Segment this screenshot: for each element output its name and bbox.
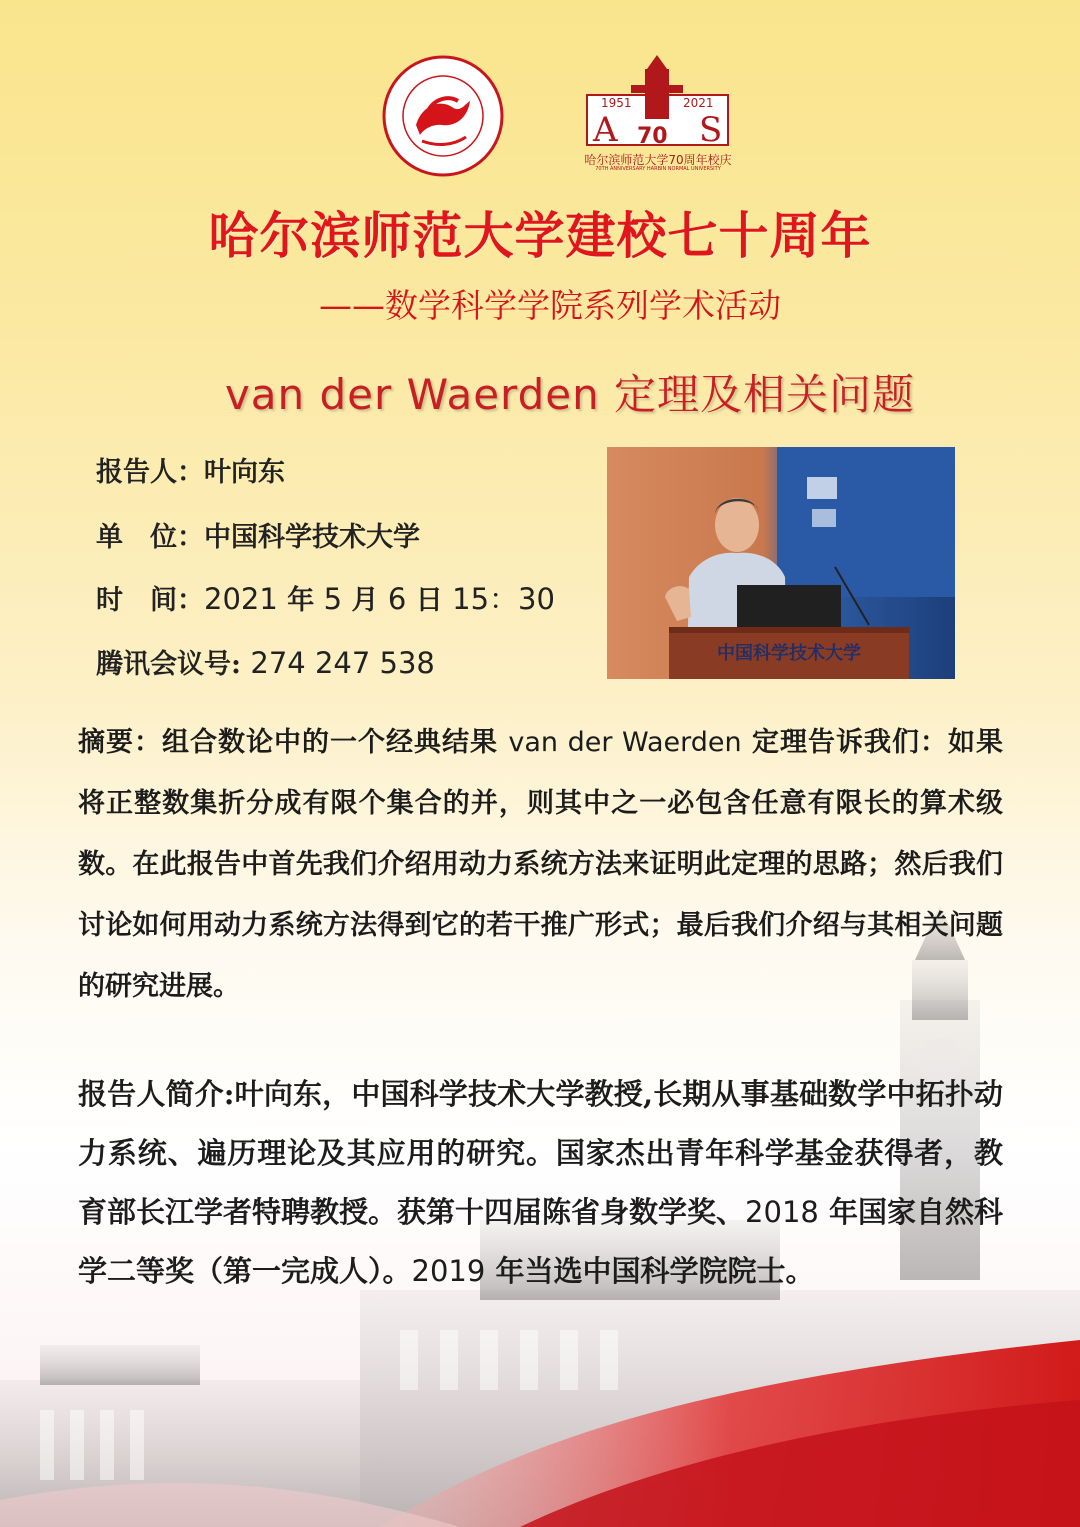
speaker-photo: [607, 447, 955, 679]
anniversary-caption: 哈尔滨师范大学70周年校庆: [584, 153, 732, 167]
logo-bar: [0, 55, 1080, 195]
main-title: 哈尔滨师范大学建校七十周年: [208, 207, 872, 265]
subtitle: ——数学科学学院系列学术活动: [319, 286, 781, 325]
talk-title-cn: 定理及相关问题: [614, 370, 916, 419]
bio-text-1: 叶向东，中国科学技术大学教授,长期从事基础数学中拓扑动力系统、遍历理论及其应用的研究。国家杰出青年科学基金获得者，教育部长江学者特聘教授。获第十四届陈省身数学奖、: [78, 1077, 1003, 1229]
bio-label: 报告人简介:: [78, 1077, 235, 1111]
time-row: [96, 577, 555, 618]
svg-text:中国科学技术大学: 中国科学技术大学: [717, 643, 861, 664]
svg-text:70: 70: [637, 124, 668, 149]
time-month-unit: 月: [351, 585, 379, 616]
time-clock: 15：30: [452, 582, 555, 616]
svg-text:S: S: [699, 110, 723, 150]
time-day-unit: 日: [415, 585, 443, 616]
bio-text-3: 年当选中国科学院院士。: [495, 1254, 815, 1288]
unit-row: [96, 515, 420, 554]
time-label: 时 间：: [96, 585, 204, 616]
unit-value: 中国科学技术大学: [204, 522, 420, 553]
abstract-text-2: 定理告诉我们：如果将正整数集折分成有限个集合的并，则其中之一必包含任意有限长的算术级数。在此报告中首先我们介绍用动力系统方法来证明此定理的思路；然后我们讨论如何用动力系统方法得到它的若干推广形式；最后我们介绍与其相关问题的研究进展。: [78, 727, 1004, 1002]
speaker-row: [96, 450, 285, 489]
meeting-id: 274 247 538: [250, 646, 435, 680]
bio-text-2: 年国家自然科学二等奖（第一完成人）。: [78, 1195, 1003, 1288]
bio-year-2: 2019: [411, 1254, 486, 1288]
talk-title-latin: van der Waerden: [224, 370, 600, 419]
unit-label: 单 位：: [96, 522, 204, 553]
abstract-latin: van der Waerden: [508, 727, 742, 758]
speaker-bio-paragraph: [78, 1065, 1003, 1301]
speaker-name: 叶向东: [204, 457, 285, 488]
time-month: 5: [323, 582, 343, 616]
svg-text:2021: 2021: [683, 96, 714, 110]
meeting-label: 腾讯会议号:: [96, 649, 241, 680]
abstract-label: 摘要：: [78, 727, 162, 758]
talk-title: [0, 362, 1080, 422]
bio-year-1: 2018: [745, 1195, 819, 1229]
meeting-row: [96, 642, 435, 681]
time-year-unit: 年: [287, 585, 315, 616]
university-seal-logo: [382, 55, 504, 177]
speaker-label: 报告人：: [96, 457, 204, 488]
time-day: 6: [387, 582, 407, 616]
abstract-paragraph: [78, 712, 1003, 1017]
svg-text:1951: 1951: [601, 96, 632, 110]
svg-text:A: A: [593, 110, 618, 150]
time-year: 2021: [204, 582, 278, 616]
abstract-text-1: 组合数论中的一个经典结果: [162, 727, 498, 758]
anniversary-subcaption: 70TH ANNIVERSARY HARBIN NORMAL UNIVERSITY: [595, 166, 721, 172]
